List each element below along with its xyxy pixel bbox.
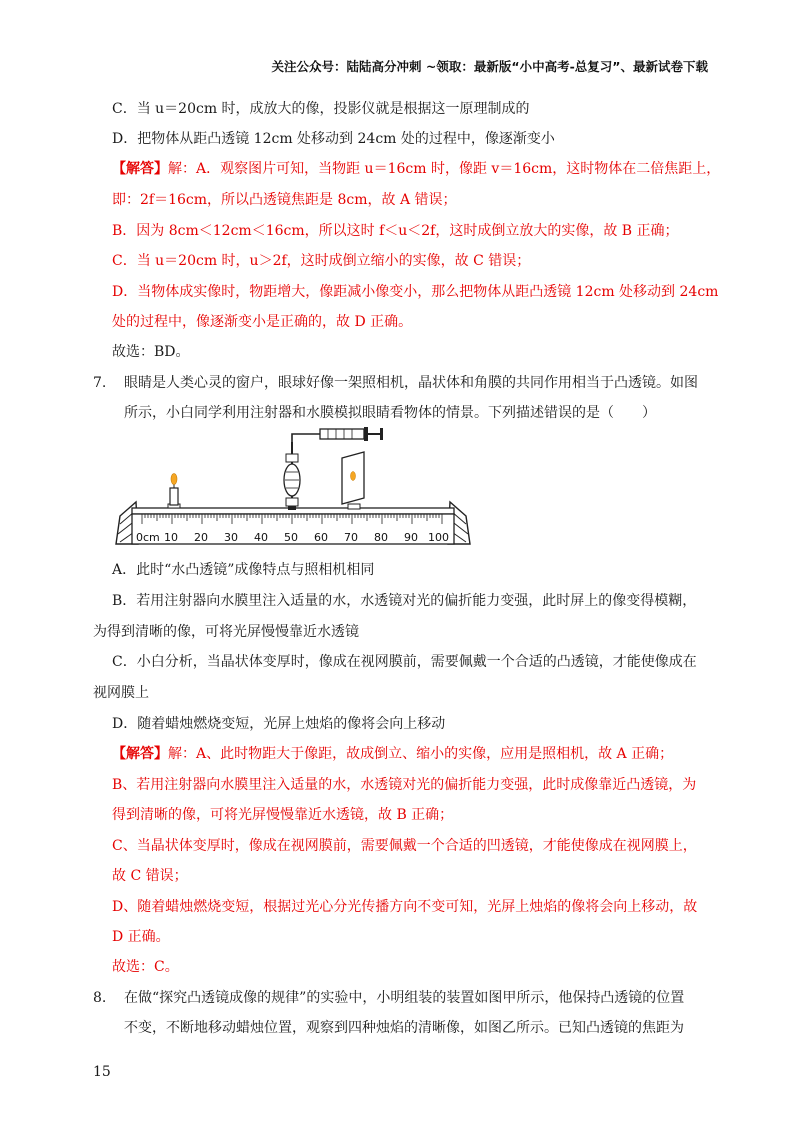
q7-answer-line-7: D 正确。 xyxy=(112,929,170,945)
prev-answer-line-2: 即：2f＝16cm，所以凸透镜焦距是 8cm，故 A 错误； xyxy=(112,192,457,208)
q7-answer-line-2: B、若用注射器向水膜里注入适量的水，水透镜对光的偏折能力变强，此时成像靠近凸透镜，为 xyxy=(112,777,697,793)
q7-answer-line-1 xyxy=(112,745,673,763)
q7-option-c-line-2: 视网膜上 xyxy=(93,685,149,701)
answer-tag: 【解答】 xyxy=(112,746,168,762)
q7-number: 7. xyxy=(93,375,107,391)
tick-label: 70 xyxy=(344,531,358,544)
prev-answer-line-6: 处的过程中，像逐渐变小是正确的，故 D 正确。 xyxy=(112,314,413,330)
prev-answer-line-5: D．当物体成实像时，物距增大，像距减小像变小，那么把物体从距凸透镜 12cm 处移动到 24cm xyxy=(112,284,719,300)
q7-stem-line-1: 眼睛是人类心灵的窗户，眼球好像一架照相机，晶状体和角膜的共同作用相当于凸透镜。如图 xyxy=(124,375,698,391)
q7-option-a: A．此时“水凸透镜”成像特点与照相机相同 xyxy=(112,562,375,578)
prev-option-d: D．把物体从距凸透镜 12cm 处移动到 24cm 处的过程中，像逐渐变小 xyxy=(112,131,555,147)
prev-option-c: C．当 u＝20cm 时，成放大的像，投影仪就是根据这一原理制成的 xyxy=(112,101,530,117)
tick-label: 100 xyxy=(428,531,449,544)
prev-answer-line-4: C．当 u＝20cm 时，u＞2f，这时成倒立缩小的实像，故 C 错误； xyxy=(112,253,531,269)
q7-answer-line-3: 得到清晰的像，可将光屏慢慢靠近水透镜，故 B 正确； xyxy=(112,807,454,823)
q7-answer-line-5: 故 C 错误； xyxy=(112,868,188,884)
prev-answer-line-3: B．因为 8cm＜12cm＜16cm，所以这时 f＜u＜2f，这时成倒立放大的实像，故 B 正确； xyxy=(112,223,679,239)
q7-option-b-line-1: B．若用注射器向水膜里注入适量的水，水透镜对光的偏折能力变强，此时屏上的像变得模糊， xyxy=(112,593,697,609)
candle xyxy=(168,474,180,509)
candle-flame xyxy=(171,474,177,485)
q7-option-c-line-1: C．小白分析，当晶状体变厚时，像成在视网膜前，需要佩戴一个合适的凸透镜，才能使像成在 xyxy=(112,654,697,670)
answer-text: 解：A、此时物距大于像距，故成倒立、缩小的实像，应用是照相机，故 A 正确； xyxy=(168,746,674,762)
tick-label: 40 xyxy=(254,531,268,544)
water-lens-assembly xyxy=(284,434,320,510)
answer-tag: 【解答】 xyxy=(112,161,168,177)
q7-stem-line-2: 所示，小白同学利用注射器和水膜模拟眼睛看物体的情景。下列描述错误的是（ ） xyxy=(124,405,656,421)
tick-label: 90 xyxy=(404,531,418,544)
q7-answer-line-6: D、随着蜡烛燃烧变短，根据过光心分光传播方向不变可知，光屏上烛焰的像将会向上移动，故 xyxy=(112,899,698,915)
q7-answer-line-4: C、当晶状体变厚时，像成在视网膜前，需要佩戴一个合适的凹透镜，才能使像成在视网膜上， xyxy=(112,838,697,854)
page-number: 15 xyxy=(93,1064,111,1080)
tick-label: 10 xyxy=(164,531,178,544)
tick-label: 60 xyxy=(314,531,328,544)
tick-label: 30 xyxy=(224,531,238,544)
optical-bench-figure xyxy=(110,424,480,552)
q8-stem-line-1: 在做“探究凸透镜成像的规律”的实验中，小明组装的装置如图甲所示，他保持凸透镜的位置 xyxy=(124,990,685,1006)
page-header: 关注公众号：陆陆高分冲刺 ~领取：最新版“小中高考-总复习”、最新试卷下载 xyxy=(271,59,708,74)
syringe xyxy=(320,427,383,441)
q7-choice: 故选：C。 xyxy=(112,959,179,975)
tick-label: 20 xyxy=(194,531,208,544)
tick-label: 0cm xyxy=(136,531,160,544)
q8-number: 8. xyxy=(93,990,107,1006)
prev-answer-line-1 xyxy=(112,160,720,178)
answer-text: 解：A．观察图片可知，当物距 u＝16cm 时，像距 v＝16cm，这时物体在二倍焦距上， xyxy=(168,161,721,177)
tick-label: 80 xyxy=(374,531,388,544)
tick-label: 50 xyxy=(284,531,298,544)
q8-stem-line-2: 不变，不断地移动蜡烛位置，观察到四种烛焰的清晰像，如图乙所示。已知凸透镜的焦距为 xyxy=(124,1020,684,1036)
prev-choice: 故选：BD。 xyxy=(112,344,190,360)
light-screen xyxy=(342,452,364,509)
q7-option-d: D．随着蜡烛燃烧变短，光屏上烛焰的像将会向上移动 xyxy=(112,716,446,732)
screen-image-flame xyxy=(351,472,356,481)
q7-option-b-line-2: 为得到清晰的像，可将光屏慢慢靠近水透镜 xyxy=(93,624,359,640)
